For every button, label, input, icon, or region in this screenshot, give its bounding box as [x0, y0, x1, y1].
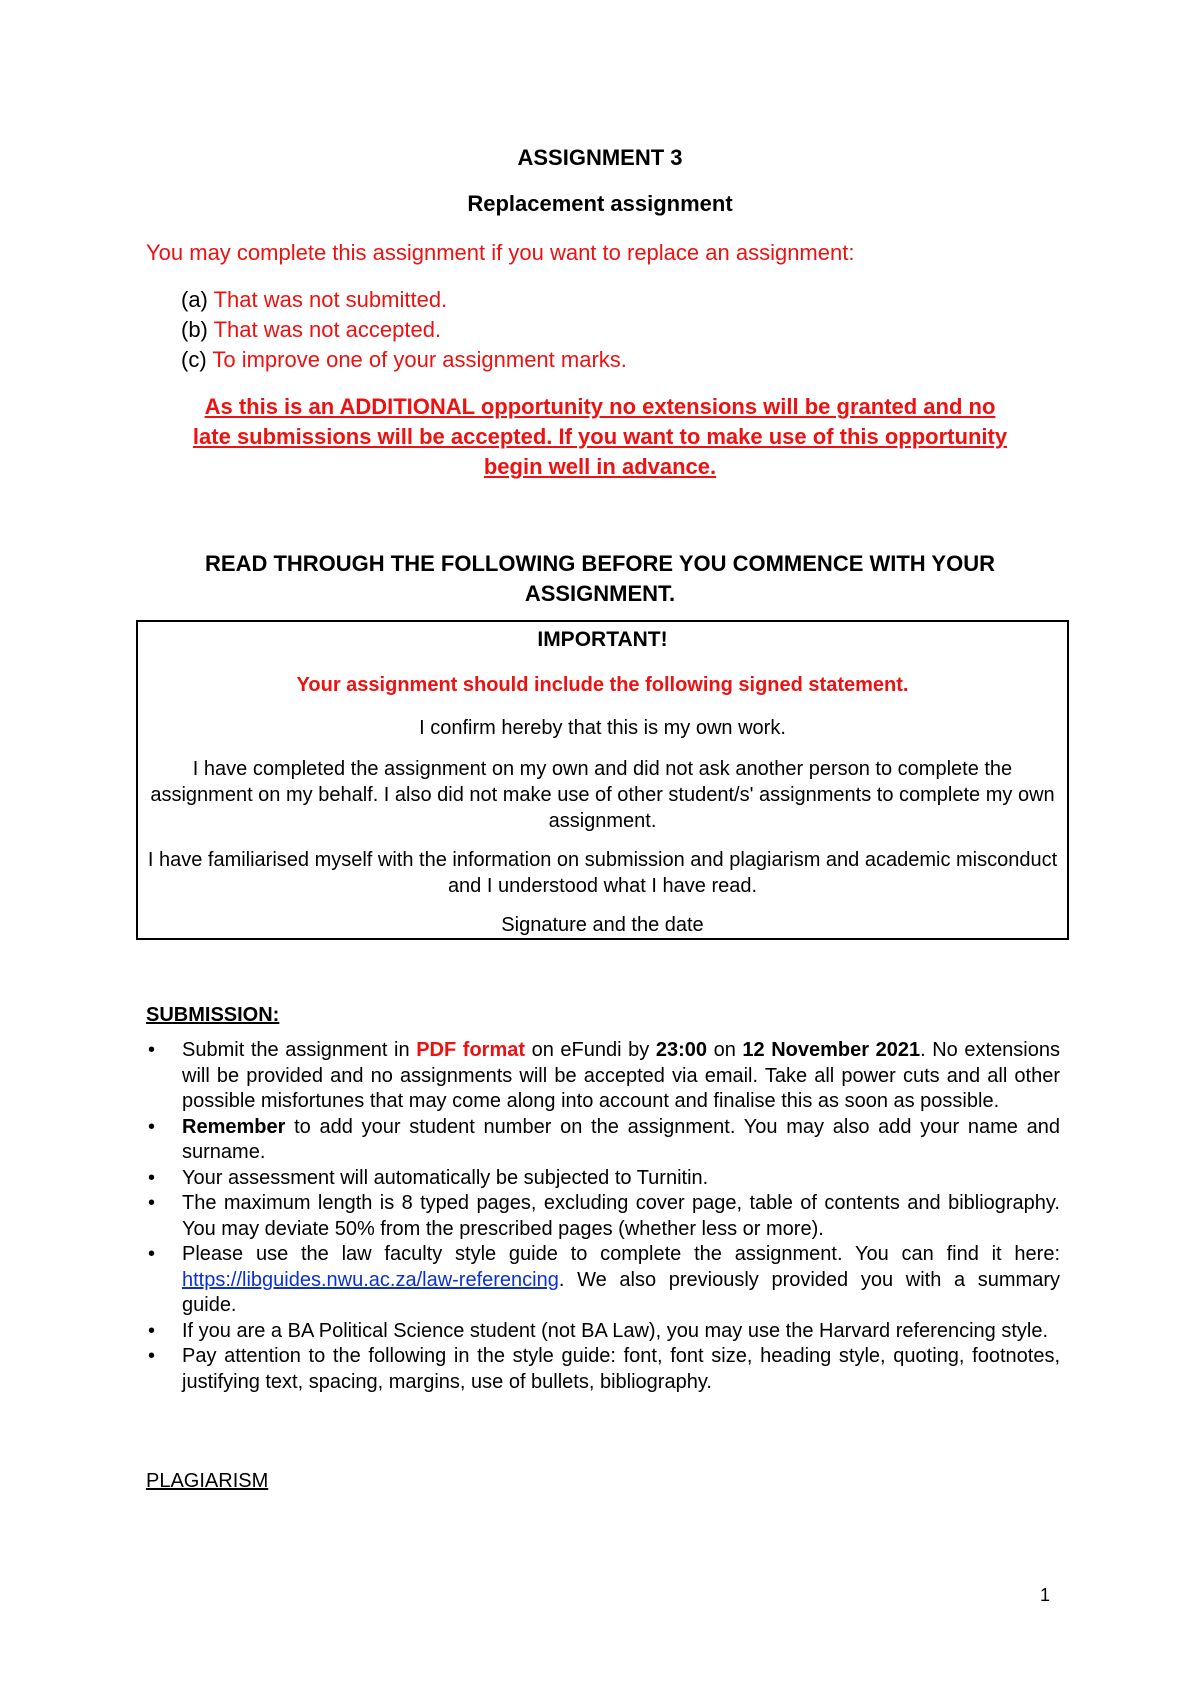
bullet-text: Please use the law faculty style guide to complete the assignment. You can find it here: — [182, 1243, 1060, 1265]
deadline-date: 12 November 2021 — [742, 1039, 921, 1061]
option-c — [181, 345, 627, 375]
option-label: (a) — [181, 287, 208, 312]
statement-intro: Your assignment should include the following signed statement. — [296, 674, 909, 696]
bullet-text: Submit the assignment in — [182, 1039, 417, 1061]
important-box — [136, 620, 1069, 940]
bullet-text: to add your student number on the assignment. You may also add your name and surname. — [182, 1115, 1060, 1163]
option-a — [181, 285, 627, 315]
warning-line: begin well in advance. — [483, 454, 717, 479]
option-text: That was not accepted. — [213, 317, 442, 342]
list-item — [146, 1344, 1060, 1395]
bullet-text: on eFundi by — [525, 1039, 656, 1061]
bullet-icon: • — [148, 1039, 156, 1061]
bullet-text: . No extensions will be provided and no assignments will be accepted via email. Take all power cuts and all other possible misfortunes that may come along into account and finalise this as soon as possible. — [182, 1039, 1060, 1112]
signature-line: Signature and the date — [501, 914, 704, 936]
bullet-text: Pay attention to the following in the style guide: font, font size, heading style, quoting, footnotes, justifying text, spacing, margins, use of bullets, bibliography. — [182, 1345, 1060, 1393]
intro-text: You may complete this assignment if you want to replace an assignment: — [146, 240, 855, 265]
plagiarism-heading: PLAGIARISM — [146, 1470, 269, 1492]
read-through-line: ASSIGNMENT. — [524, 581, 676, 606]
statement-paragraph: I confirm hereby that this is my own work. — [419, 717, 786, 739]
bullet-text: . We also previously provided you with a summary guide. — [182, 1268, 1060, 1316]
warning-line: late submissions will be accepted. If you want to make use of this opportunity — [192, 424, 1008, 449]
bullet-icon: • — [148, 1192, 156, 1214]
statement-paragraph: I have familiarised myself with the information on submission and plagiarism and academic misconduct and I understood what I have read. — [147, 849, 1058, 897]
submission-list — [146, 1038, 1060, 1395]
bullet-icon: • — [148, 1166, 156, 1189]
list-item — [146, 1242, 1060, 1319]
list-item — [146, 1319, 1060, 1345]
bullet-icon: • — [148, 1319, 156, 1342]
bullet-icon: • — [148, 1243, 156, 1265]
list-item — [146, 1191, 1060, 1242]
page-number: 1 — [1040, 1585, 1051, 1605]
read-through-line: READ THROUGH THE FOLLOWING BEFORE YOU COMMENCE WITH YOUR — [205, 551, 995, 576]
list-item — [146, 1038, 1060, 1115]
bullet-text: Your assessment will automatically be subjected to Turnitin. — [182, 1166, 709, 1189]
pdf-format-highlight: PDF format — [416, 1039, 526, 1061]
warning-line: As this is an ADDITIONAL opportunity no extensions will be granted and no — [204, 394, 996, 419]
list-item — [146, 1166, 1060, 1192]
bullet-text: If you are a BA Political Science student (not BA Law), you may use the Harvard referencing style. — [182, 1319, 1048, 1342]
page-subtitle: Replacement assignment — [467, 191, 733, 216]
important-heading: IMPORTANT! — [537, 628, 668, 651]
bullet-icon: • — [148, 1115, 156, 1138]
option-label: (c) — [181, 347, 207, 372]
option-text: To improve one of your assignment marks. — [212, 347, 627, 372]
bullet-icon: • — [148, 1345, 156, 1367]
read-through-heading — [140, 549, 1060, 609]
bullet-text: on — [707, 1039, 743, 1061]
option-b — [181, 315, 627, 345]
list-item — [146, 1115, 1060, 1166]
bullet-text: The maximum length is 8 typed pages, excluding cover page, table of contents and bibliography. You may deviate 50% from the prescribed pages (whether less or more). — [182, 1192, 1060, 1240]
remember-bold: Remember — [182, 1115, 286, 1138]
page-title: ASSIGNMENT 3 — [517, 145, 683, 170]
style-guide-link[interactable]: https://libguides.nwu.ac.za/law-referencing — [182, 1268, 559, 1291]
deadline-time: 23:00 — [655, 1039, 707, 1061]
option-text: That was not submitted. — [213, 287, 448, 312]
statement-paragraph: I have completed the assignment on my own and did not ask another person to complete the assignment on my behalf. I also did not make use of other student/s' assignments to complete my own assignment. — [150, 758, 1055, 832]
options-list — [181, 285, 627, 375]
warning-notice — [140, 392, 1060, 482]
option-label: (b) — [181, 317, 208, 342]
submission-heading: SUBMISSION: — [146, 1004, 280, 1026]
